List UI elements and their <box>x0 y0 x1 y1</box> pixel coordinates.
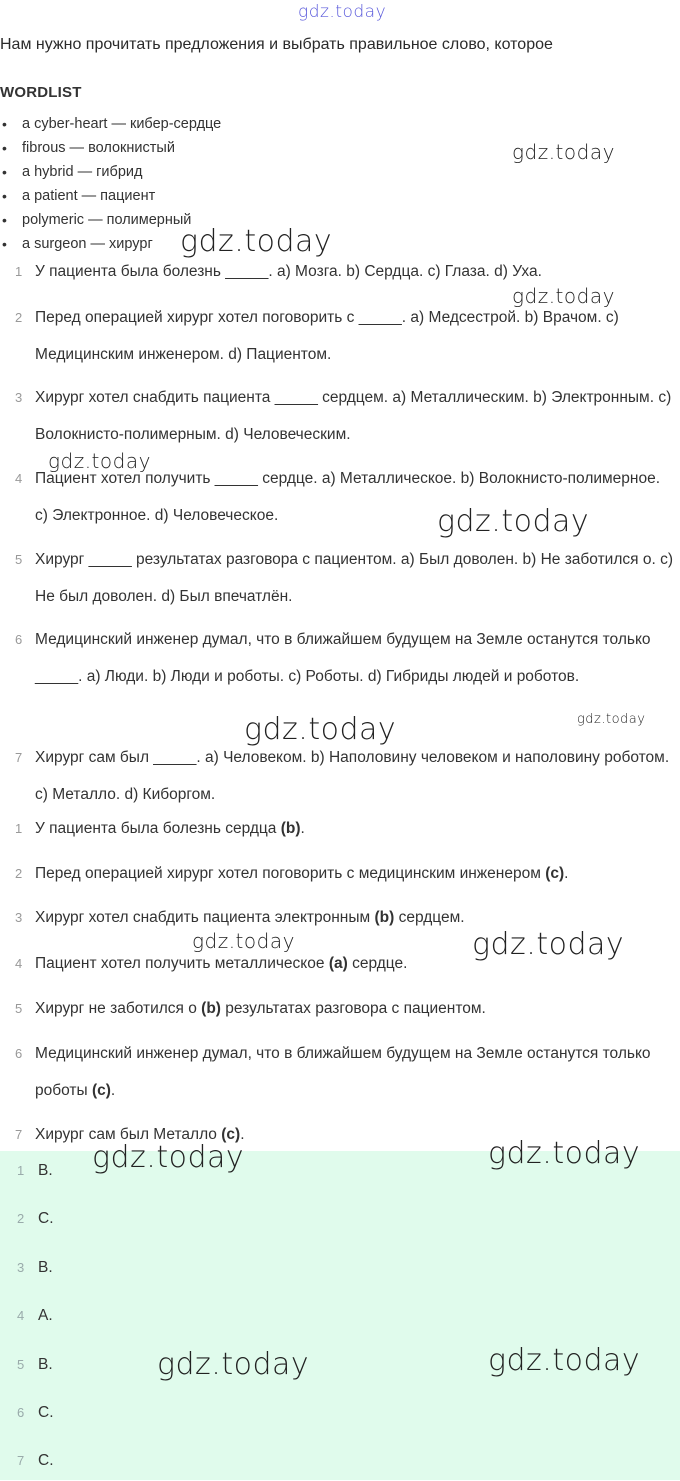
short-answer-value: C. <box>38 1404 54 1421</box>
short-answer-value: C. <box>38 1210 54 1227</box>
question-number: 5 <box>15 552 23 567</box>
watermark: gdz.today <box>48 449 151 473</box>
question-number: 4 <box>15 471 23 486</box>
question-text: Хирург хотел снабдить пациента _____ сердцем. a) Металлическим. b) Электронным. c) Волокнисто-полимерным. d) Человеческим. <box>35 389 672 443</box>
answer-text: Медицинский инженер думал, что в ближайшем будущем на Земле останутся только роботы (c). <box>35 1045 651 1099</box>
watermark: gdz.today <box>512 284 615 308</box>
question-number: 3 <box>15 390 23 405</box>
answer-text: Хирург хотел снабдить пациента электронным (b) сердцем. <box>35 909 465 926</box>
watermark: gdz.today <box>92 1140 245 1175</box>
answer-number: 5 <box>15 1001 23 1016</box>
short-answers-panel <box>0 1151 680 1480</box>
short-answer-number: 1 <box>17 1163 25 1178</box>
question-text: Медицинский инженер думал, что в ближайшем будущем на Земле останутся только _____. a) Люди. b) Люди и роботы. c) Роботы. d) Гибриды людей и роботов. <box>35 631 651 685</box>
watermark: gdz.today <box>512 140 615 164</box>
question-text: У пациента была болезнь _____. a) Мозга. b) Сердца. c) Глаза. d) Уха. <box>35 263 542 280</box>
watermark: gdz.today <box>437 504 590 539</box>
question-text: Хирург сам был _____. a) Человеком. b) Наполовину человеком и наполовину роботом. c) Металло. d) Киборгом. <box>35 749 670 803</box>
answer-choice: (b) <box>374 909 395 926</box>
short-answer-row <box>0 1393 680 1433</box>
answer-choice: (c) <box>221 1126 241 1143</box>
short-answer-number: 4 <box>17 1308 25 1323</box>
short-answer-value: C. <box>38 1452 54 1469</box>
short-answer-number: 2 <box>17 1211 25 1226</box>
answer-number: 3 <box>15 910 23 925</box>
wordlist-item: • a hybrid — гибрид <box>0 160 221 184</box>
answer-number: 2 <box>15 866 23 881</box>
answer-text: Хирург сам был Металло (c). <box>35 1126 245 1143</box>
short-answer-number: 3 <box>17 1260 25 1275</box>
question-number: 1 <box>15 264 23 279</box>
answer-choice: (c) <box>91 1081 111 1099</box>
wordlist-item: • a cyber-heart — кибер-сердце <box>0 112 221 136</box>
question-text: Перед операцией хирург хотел поговорить с _____. a) Медсестрой. b) Врачом. c) Медицинским инженером. d) Пациентом. <box>35 309 619 363</box>
question-number: 6 <box>15 632 23 647</box>
question-text: Хирург _____ результатах разговора с пациентом. a) Был доволен. b) Не заботился о. c) Не был доволен. d) Был впечатлён. <box>35 551 673 605</box>
answer-choice: (a) <box>328 955 348 972</box>
watermark: gdz.today <box>577 712 646 727</box>
watermark: gdz.today <box>244 712 397 747</box>
wordlist-item: • fibrous — волокнистый <box>0 136 221 160</box>
question-number: 2 <box>15 310 23 325</box>
short-answer-row <box>0 1199 680 1239</box>
answer-text: Хирург не заботился о (b) результатах разговора с пациентом. <box>35 1000 486 1017</box>
watermark: gdz.today <box>472 927 625 962</box>
answer-text: Перед операцией хирург хотел поговорить с медицинским инженером (c). <box>35 865 569 882</box>
watermark: gdz.today <box>180 224 333 259</box>
wordlist-item: • a surgeon — хирург <box>0 232 221 256</box>
answer-text: У пациента была болезнь сердца (b). <box>35 820 305 837</box>
watermark: gdz.today <box>488 1136 641 1171</box>
short-answer-number: 5 <box>17 1357 25 1372</box>
answer-text: Пациент хотел получить металлическое (a) сердце. <box>35 955 408 972</box>
watermark: gdz.today <box>157 1347 310 1382</box>
answer-number: 4 <box>15 956 23 971</box>
answer-number: 1 <box>15 821 23 836</box>
answer-number: 7 <box>15 1127 23 1142</box>
question-number: 7 <box>15 750 23 765</box>
intro-text: Нам нужно прочитать предложения и выбрать правильное слово, которое <box>0 36 553 53</box>
short-answer-number: 7 <box>17 1453 25 1468</box>
wordlist-title: WORDLIST <box>0 84 82 101</box>
answer-number: 6 <box>15 1046 23 1061</box>
short-answer-row <box>0 1441 680 1481</box>
short-answer-value: B. <box>38 1356 53 1373</box>
wordlist-item: • polymeric — полимерный <box>0 208 221 232</box>
short-answer-row <box>0 1296 680 1336</box>
answer-choice: (c) <box>545 865 565 882</box>
short-answer-value: B. <box>38 1259 53 1276</box>
question-text: Пациент хотел получить _____ сердце. a) Металлическое. b) Волокнисто-полимерное. c) Электронное. d) Человеческое. <box>35 470 661 524</box>
answer-choice: (b) <box>280 820 301 837</box>
watermark: gdz.today <box>488 1343 641 1378</box>
short-answer-number: 6 <box>17 1405 25 1420</box>
short-answer-value: B. <box>38 1162 53 1179</box>
short-answer-row <box>0 1248 680 1288</box>
answer-choice: (b) <box>201 1000 221 1017</box>
short-answer-value: A. <box>38 1307 53 1324</box>
wordlist-item: • a patient — пациент <box>0 184 221 208</box>
watermark-top: gdz.today <box>298 2 387 22</box>
watermark: gdz.today <box>192 929 295 953</box>
